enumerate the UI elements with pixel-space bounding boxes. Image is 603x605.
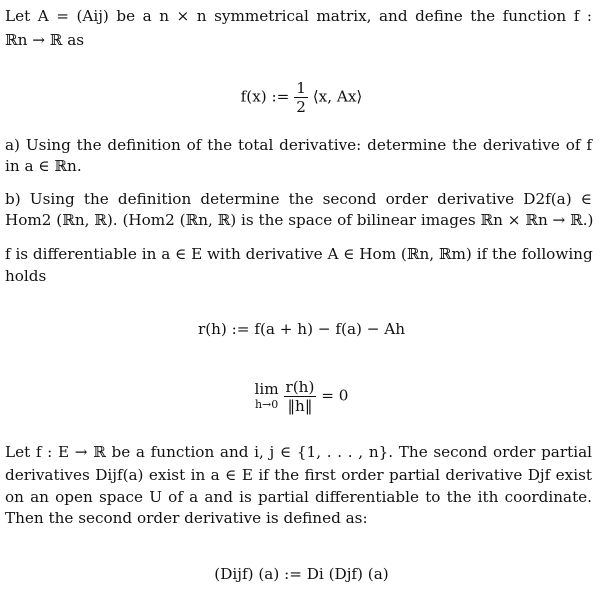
equation-second-order-derivative: (Dijf) (a) := Di (Djf) (a) — [214, 565, 389, 583]
definition-total-derivative-line-2: holds — [5, 267, 47, 285]
definition-second-order-line-1: Let f : E → ℝ be a function and i, j ∈ {1, . . . , n}. The second order partial — [5, 443, 592, 461]
limit-subscript: h→0 — [254, 397, 279, 411]
equation-remainder: r(h) := f(a + h) − f(a) − Ah — [197, 320, 406, 338]
eq1-denominator: 2 — [296, 98, 306, 116]
definition-second-order-line-3: on an open space U of a and is partial differentiable to the ith coordinate. — [5, 488, 592, 506]
part-a-line-1: a) Using the definition of the total derivative: determine the derivative of f — [5, 136, 592, 154]
eq1-lhs: f(x) := — [240, 87, 290, 106]
definition-total-derivative-line-1: f is differentiable in a ∈ E with derivative A ∈ Hom (ℝn, ℝm) if the following — [5, 245, 593, 263]
limit-denominator: ‖h‖ — [287, 397, 313, 415]
eq1-rhs: ⟨x, Ax⟩ — [312, 87, 363, 106]
eq1-numerator: 1 — [296, 79, 306, 97]
limit-rhs: = 0 — [321, 386, 349, 405]
definition-second-order-line-2: derivatives Dijf(a) exist in a ∈ E if the first order partial derivative Djf exist — [5, 466, 592, 484]
equation-limit — [0, 378, 603, 415]
intro-line-1: Let A = (Aij) be a n × n symmetrical matrix, and define the function f : — [5, 7, 592, 25]
limit-fraction — [284, 378, 317, 415]
intro-line-2: ℝn → ℝ as — [5, 31, 85, 49]
part-b-line-1: b) Using the definition determine the second order derivative D2f(a) ∈ — [5, 190, 592, 208]
definition-second-order-line-4: Then the second order derivative is defined as: — [5, 509, 368, 527]
part-b-line-2: Hom2 (ℝn, ℝ). (Hom2 (ℝn, ℝ) is the space of bilinear images ℝn × ℝn → ℝ.) — [5, 211, 594, 229]
equation-f-definition — [0, 79, 603, 116]
limit-text: lim — [254, 379, 279, 398]
limit-numerator: r(h) — [285, 378, 315, 396]
limit-operator — [255, 381, 279, 413]
part-a-line-2: in a ∈ ℝn. — [5, 157, 82, 175]
eq1-fraction — [294, 79, 308, 116]
